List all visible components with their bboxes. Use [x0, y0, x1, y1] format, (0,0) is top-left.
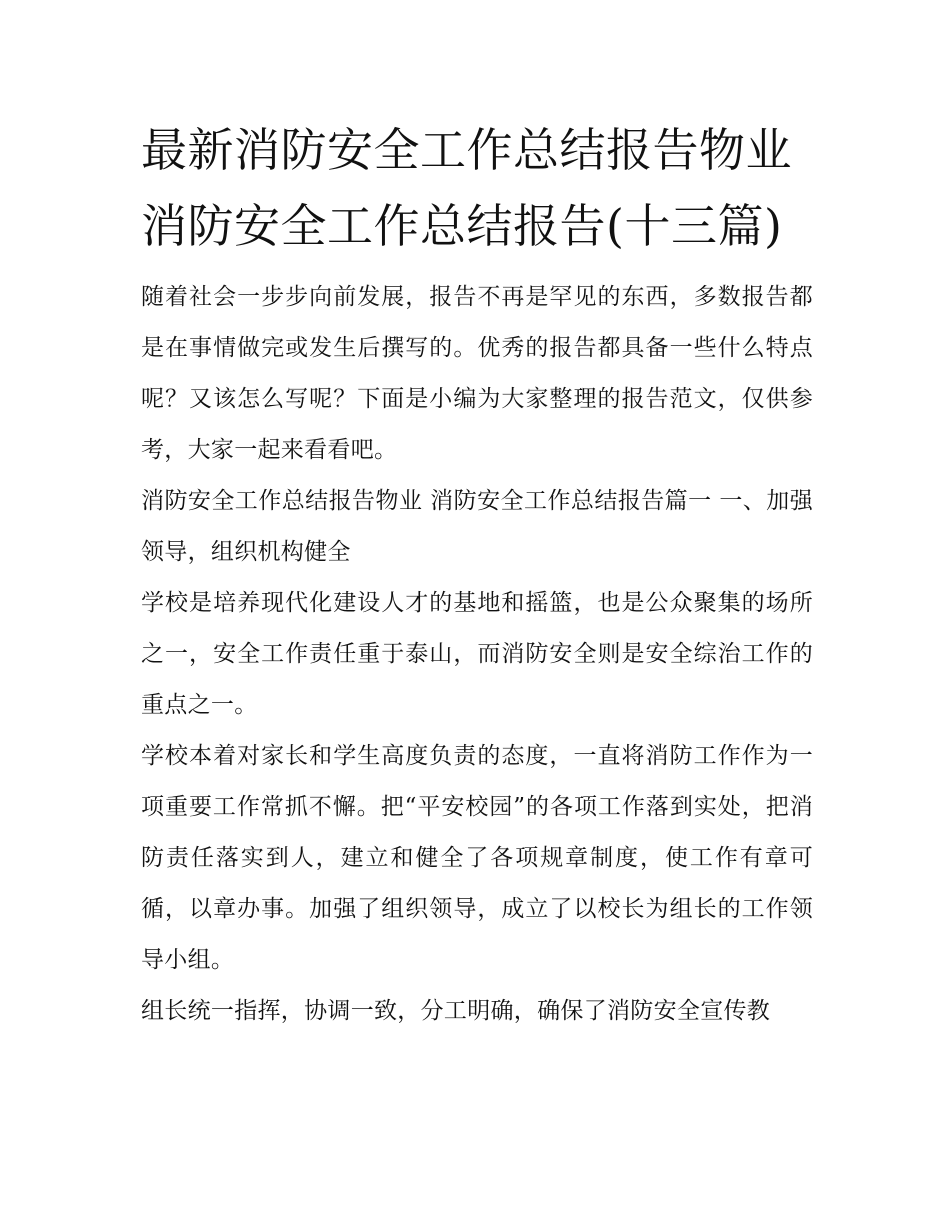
paragraph-school-role: 学校是培养现代化建设人才的基地和摇篮，也是公众聚集的场所之一，安全工作责任重于泰山，而消防安全则是安全综治工作的重点之一。: [141, 590, 813, 718]
paragraph-leader-command: 组长统一指挥，协调一致，分工明确，确保了消防安全宣传教: [141, 998, 771, 1024]
paragraph-school-policy: 学校本着对家长和学生高度负责的态度，一直将消防工作作为一项重要工作常抓不懈。把“平安校园”的各项工作落到实处，把消防责任落实到人，建立和健全了各项规章制度，使工作有章可循，以章办事。加强了组织领导，成立了以校长为组长的工作领导小组。: [141, 743, 813, 973]
paragraph-section-heading: 消防安全工作总结报告物业 消防安全工作总结报告篇一 一、加强领导，组织机构健全: [141, 488, 813, 565]
paragraph-intro: 随着社会一步步向前发展，报告不再是罕见的东西，多数报告都是在事情做完或发生后撰写的。优秀的报告都具备一些什么特点呢？又该怎么写呢？下面是小编为大家整理的报告范文，仅供参考，大家一起来看看吧。: [141, 284, 813, 463]
document-page: [141, 112, 813, 1037]
document-title: 最新消防安全工作总结报告物业 消防安全工作总结报告(十三篇): [141, 123, 792, 253]
